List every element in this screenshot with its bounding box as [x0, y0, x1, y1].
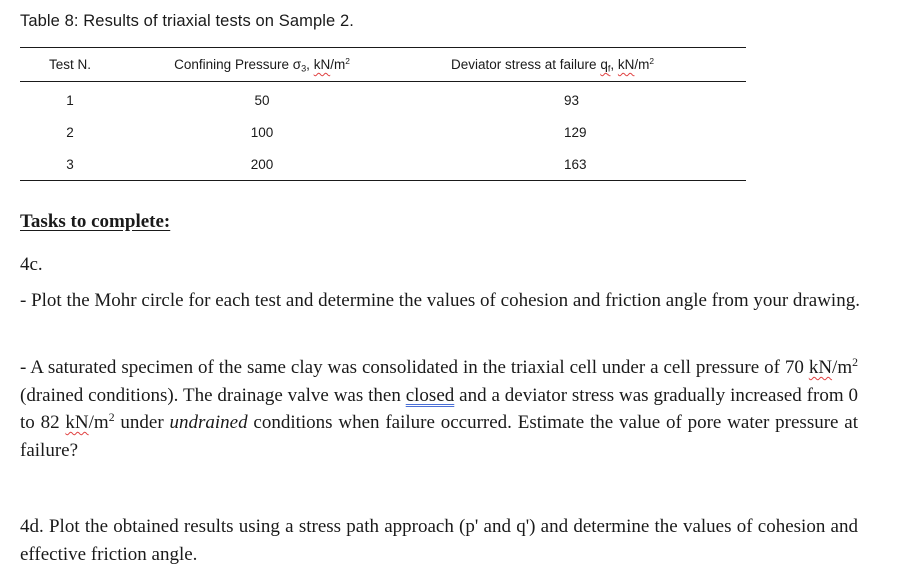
- task-closed-word: closed: [405, 384, 455, 406]
- tasks-heading: Tasks to complete:: [20, 211, 171, 232]
- cell-deviator-stress: 129: [564, 124, 587, 140]
- task-text-1: - A saturated specimen of the same clay was consolidated in the triaxial cell under a cell pressure of 70: [20, 357, 809, 378]
- header-deviator-q: q: [600, 57, 608, 72]
- header-confining-superscript: 2: [345, 55, 350, 66]
- task-unit-1-superscript: 2: [852, 355, 858, 369]
- header-deviator-unit-rest: /m: [634, 57, 650, 72]
- task-undrained-word: undrained: [169, 412, 248, 433]
- task-unit-2-superscript: 2: [108, 410, 115, 424]
- header-confining-unit-rest: /m: [330, 57, 346, 72]
- task-mohr-circle: - Plot the Mohr circle for each test and determine the values of cohesion and friction angle from your drawing.: [20, 290, 860, 311]
- task-text-4: under: [114, 412, 170, 433]
- task-pore-pressure: [20, 354, 858, 464]
- header-confining-pressure: [120, 48, 404, 82]
- cell-deviator-stress: 93: [564, 92, 580, 108]
- cell-deviator-stress: 163: [404, 148, 746, 181]
- results-table: [20, 47, 746, 181]
- header-deviator-stress: [404, 48, 746, 82]
- header-confining-separator: ,: [306, 57, 314, 72]
- task-unit-1: kN: [808, 357, 833, 378]
- header-deviator-unit: kN: [617, 57, 635, 72]
- header-deviator-separator: ,: [610, 57, 618, 72]
- cell-test-number: 3: [20, 148, 120, 181]
- cell-confining-pressure: 100: [250, 124, 274, 140]
- cell-test-number: 2: [66, 124, 74, 140]
- cell-test-number: 1: [66, 92, 74, 108]
- table-header-row: [20, 48, 746, 82]
- header-confining-subscript: 3: [301, 63, 307, 74]
- table-row: [20, 148, 746, 181]
- header-deviator-superscript: 2: [649, 55, 655, 66]
- part-4d-task: 4d. Plot the obtained results using a stress path approach (p' and q') and determine the values of cohesion and effective friction angle.: [20, 516, 858, 565]
- header-deviator-subscript: f: [607, 63, 611, 74]
- task-text-5: conditions when failure occurred. Estimate the value of pore water pressure at failure?: [20, 412, 858, 461]
- task-unit-2-rest: /m: [88, 412, 109, 433]
- task-unit-1-rest: /m: [832, 357, 853, 378]
- header-confining-text: Confining Pressure σ: [174, 57, 302, 72]
- task-text-2: (drained conditions). The drainage valve was then: [20, 384, 406, 406]
- header-deviator-text: Deviator stress at failure: [451, 57, 601, 72]
- task-unit-2: kN: [65, 412, 89, 433]
- part-4c-label: 4c.: [20, 254, 43, 275]
- header-deviator-symbol: [600, 57, 610, 72]
- table-row: [20, 116, 746, 148]
- task-text-3: and a deviator stress was gradually increased from 0 to 82: [20, 384, 858, 433]
- table-row: [20, 82, 746, 117]
- cell-confining-pressure: 200: [120, 148, 404, 181]
- table-caption: Table 8: Results of triaxial tests on Sample 2.: [20, 12, 354, 30]
- cell-confining-pressure: 50: [254, 92, 270, 108]
- header-confining-unit: kN: [313, 57, 331, 72]
- header-test-number: Test N.: [20, 48, 120, 82]
